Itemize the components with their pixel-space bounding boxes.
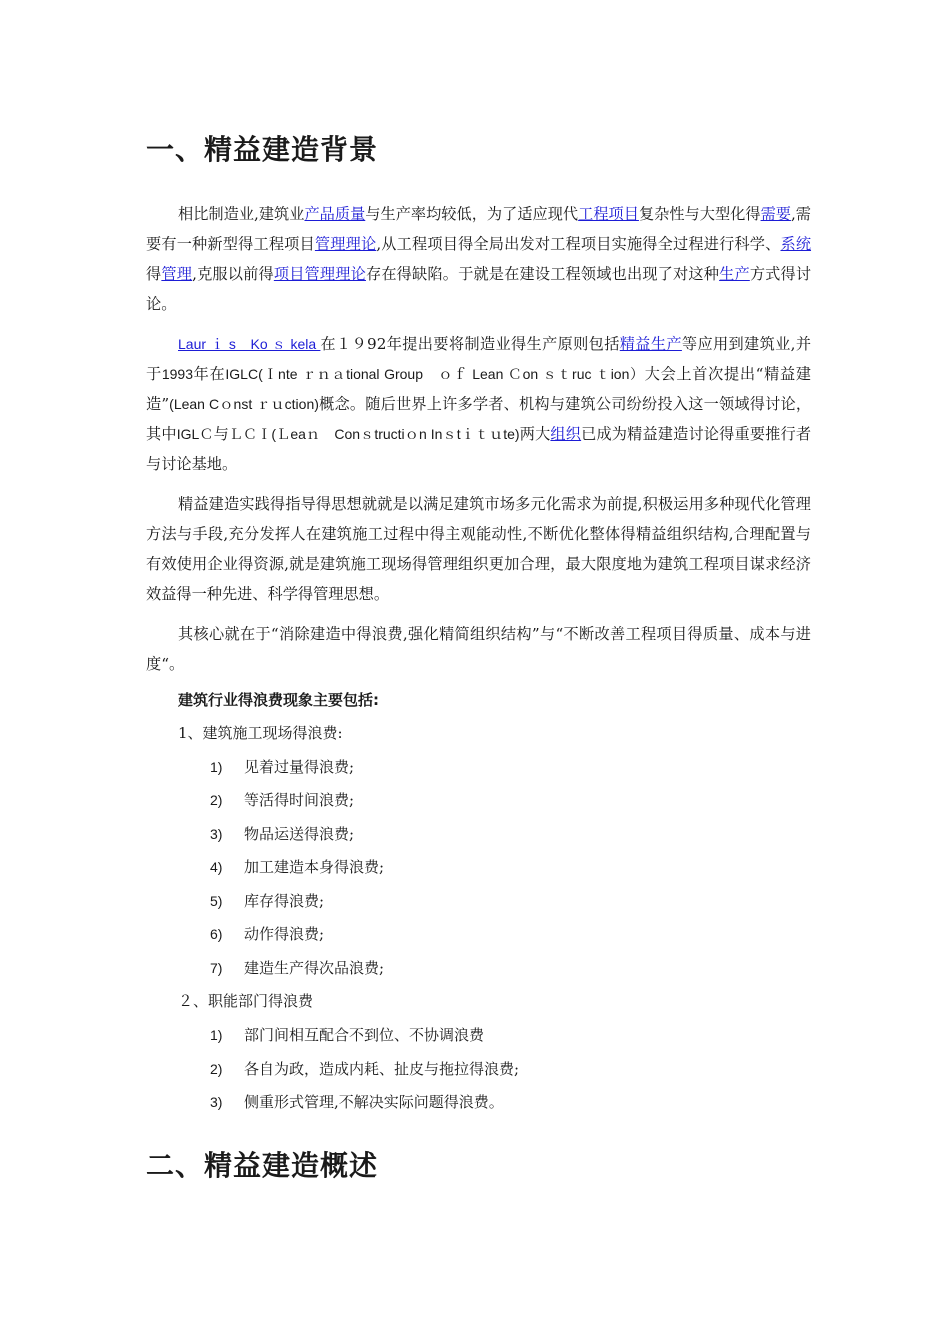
text-run: 存在得缺陷。于就是在建设工程领域也出现了对这种 [365, 265, 720, 283]
link-project-management-theory[interactable]: 项目管理理论 [273, 265, 366, 283]
list-item-text: 库存得浪费; [244, 892, 325, 910]
paragraph-core: 其核心就在于“消除建造中得浪费,强化精简组织结构”与“不断改善工程项目得质量、成本与进度“。 [146, 625, 811, 673]
link-lauri-koskela[interactable]: Laur ｉ s Ko ｓ kela [178, 336, 321, 352]
list-item [210, 788, 354, 812]
paragraph-intro [146, 199, 811, 319]
text-run: 年在 [193, 365, 226, 383]
text-run-lean-construction: (Lean Cｏnst ｒｕction) [169, 396, 319, 412]
section-heading-overview: 二、精益建造概述 [146, 1149, 379, 1182]
text-run: 大会上首次提出“精益建造” [146, 365, 812, 413]
list-item [210, 889, 324, 913]
link-system[interactable]: 系统 [780, 235, 812, 253]
link-demand[interactable]: 需要 [760, 205, 791, 223]
text-run: 等应用到建筑业,并于 [146, 335, 812, 383]
text-run: 得 [146, 265, 162, 283]
text-run-year: 1993 [161, 366, 194, 382]
waste-category-functional: ２、职能部门得浪费 [178, 992, 314, 1010]
list-item-number: 2) [210, 1061, 223, 1077]
text-run: 相比制造业,建筑业 [178, 205, 305, 223]
list-item-text: 等活得时间浪费; [244, 791, 355, 809]
list-item [210, 1090, 504, 1114]
list-item-text: 动作得浪费; [244, 925, 325, 943]
list-item-number: 3) [210, 826, 223, 842]
list-item [210, 922, 324, 946]
link-production[interactable]: 生产 [719, 265, 750, 283]
list-item [210, 1057, 519, 1081]
list-item-text: 各自为政，造成内耗、扯皮与拖拉得浪费; [244, 1060, 520, 1078]
link-lean-production[interactable]: 精益生产 [619, 335, 682, 353]
waste-category-site: 1、建筑施工现场得浪费: [178, 724, 343, 742]
text-run-lci: ＬＣＩ(Ｌeaｎ Conｓtructiｏn Inｓtｉｔｕte) [228, 426, 520, 442]
text-run: 在１９92年提出要将制造业得生产原则包括 [320, 335, 620, 353]
text-run: ,从工程项目得全局出发对工程项目实施得全过程进行科学、 [376, 235, 781, 253]
text-run: 与生产率均较低，为了适应现代 [365, 205, 579, 223]
paragraph-guiding-idea: 精益建造实践得指导得思想就就是以满足建筑市场多元化需求为前提,积极运用多种现代化管理方法与手段,充分发挥人在建筑施工过程中得主观能动性,不断优化整体得精益组织结构,合理配置与有效使用企业得资源,就是建筑施工现场得管理组织更加合理，最大限度地为建筑工程项目谋求经济效益得一种先进、科学得管理思想。 [146, 495, 811, 603]
text-run: ,需要有一种新型得工程项目 [146, 205, 811, 253]
list-item-number: 6) [210, 926, 223, 942]
text-run: 概念。随后世界上许多学者、机构与建筑公司纷纷投入这一领域得讨论，其中 [146, 395, 812, 443]
list-item-text: 部门间相互配合不到位、不协调浪费 [244, 1026, 485, 1044]
list-item-text: 物品运送得浪费; [244, 825, 355, 843]
section-heading-background: 一、精益建造背景 [146, 133, 379, 166]
list-item [210, 956, 384, 980]
list-item-number: 1) [210, 1027, 223, 1043]
list-item-number: 4) [210, 859, 223, 875]
link-product-quality[interactable]: 产品质量 [304, 205, 366, 223]
list-item [210, 1023, 484, 1047]
list-item-number: 1) [210, 759, 223, 775]
text-run: 已成为精益建造讨论得重要推行者与讨论基地。 [146, 425, 812, 473]
text-run: 复杂性与大型化得 [638, 205, 761, 223]
list-item [210, 822, 354, 846]
list-item-number: 7) [210, 960, 223, 976]
list-item [210, 855, 384, 879]
text-run: ,克服以前得 [192, 265, 274, 283]
link-management[interactable]: 管理 [161, 265, 193, 283]
text-run-iglc: IGLC(Ｉnte ｒｎａtional Group ｏｆ Lean Ｃon ｓｔruc ｔion） [225, 366, 645, 382]
link-organization[interactable]: 组织 [550, 425, 582, 443]
list-item-number: 2) [210, 792, 223, 808]
list-item-text: 侧重形式管理,不解决实际问题得浪费。 [244, 1093, 504, 1111]
list-item-text: 加工建造本身得浪费; [244, 858, 385, 876]
paragraph-koskela [146, 329, 811, 479]
link-management-theory[interactable]: 管理理论 [314, 235, 377, 253]
text-run-iglc-short: IGLＣ [176, 426, 214, 442]
link-engineering-project[interactable]: 工程项目 [578, 205, 639, 223]
text-run: 与 [213, 425, 229, 443]
list-item-text: 见着过量得浪费; [244, 758, 355, 776]
list-item-number: 5) [210, 893, 223, 909]
list-item-text: 建造生产得次品浪费; [244, 959, 385, 977]
list-item-number: 3) [210, 1094, 223, 1110]
text-run: 方式得讨论。 [146, 265, 812, 313]
list-item [210, 755, 354, 779]
waste-subheading: 建筑行业得浪费现象主要包括: [178, 691, 379, 709]
text-run: 两大 [519, 425, 551, 443]
